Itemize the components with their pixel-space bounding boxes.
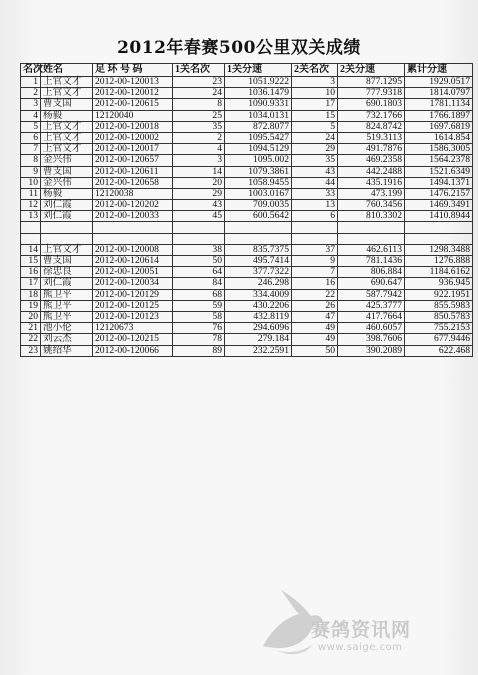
cell-stage1-rank: 29 bbox=[173, 188, 225, 199]
cell-stage1-rank: 58 bbox=[173, 311, 225, 322]
col-header-total-speed: 累计分速 bbox=[405, 64, 473, 77]
cell-stage2-rank: 22 bbox=[292, 289, 338, 300]
cell-stage2-rank: 10 bbox=[292, 88, 338, 99]
cell-total-speed: 922.1951 bbox=[405, 289, 473, 300]
cell-total-speed: 1476.2157 bbox=[405, 188, 473, 199]
cell-name: 杨毅 bbox=[41, 188, 93, 199]
cell-stage1-rank: 64 bbox=[173, 267, 225, 278]
cell-rank: 13 bbox=[21, 211, 41, 222]
cell-stage2-rank: 9 bbox=[292, 256, 338, 267]
cell-rank: 7 bbox=[21, 144, 41, 155]
cell-total-speed: 850.5783 bbox=[405, 311, 473, 322]
cell-ring-number bbox=[93, 233, 173, 244]
cell-stage1-rank: 78 bbox=[173, 334, 225, 345]
cell-rank: 5 bbox=[21, 121, 41, 132]
cell-stage1-rank: 43 bbox=[173, 200, 225, 211]
cell-name: 熊卫平 bbox=[41, 300, 93, 311]
cell-stage2-rank: 5 bbox=[292, 121, 338, 132]
cell-stage1-rank: 59 bbox=[173, 300, 225, 311]
cell-total-speed: 1766.1897 bbox=[405, 110, 473, 121]
cell-rank: 21 bbox=[21, 323, 41, 334]
cell-total-speed: 1614.854 bbox=[405, 132, 473, 143]
cell-ring-number: 2012-00-120017 bbox=[93, 144, 173, 155]
cell-name: 杨毅 bbox=[41, 110, 93, 121]
cell-total-speed bbox=[405, 222, 473, 233]
cell-ring-number: 12120040 bbox=[93, 110, 173, 121]
table-row bbox=[21, 300, 473, 311]
cell-ring-number: 2012-00-120615 bbox=[93, 99, 173, 110]
cell-total-speed: 1564.2378 bbox=[405, 155, 473, 166]
cell-stage1-rank: 76 bbox=[173, 323, 225, 334]
cell-rank: 9 bbox=[21, 166, 41, 177]
col-header-name: 姓名 bbox=[41, 64, 93, 77]
cell-ring-number: 12120673 bbox=[93, 323, 173, 334]
cell-stage1-speed: 1003.0167 bbox=[225, 188, 292, 199]
cell-stage2-rank: 37 bbox=[292, 244, 338, 255]
cell-stage1-rank: 50 bbox=[173, 256, 225, 267]
cell-stage2-speed bbox=[338, 233, 405, 244]
cell-name: 金兴伟 bbox=[41, 155, 93, 166]
cell-rank: 22 bbox=[21, 334, 41, 345]
cell-stage2-rank bbox=[292, 222, 338, 233]
cell-stage2-rank: 43 bbox=[292, 166, 338, 177]
cell-rank: 10 bbox=[21, 177, 41, 188]
table-row bbox=[21, 144, 473, 155]
cell-total-speed: 1521.6349 bbox=[405, 166, 473, 177]
table-row-blank bbox=[21, 233, 473, 244]
cell-ring-number: 2012-00-120657 bbox=[93, 155, 173, 166]
cell-stage1-speed: 432.8119 bbox=[225, 311, 292, 322]
cell-stage2-rank: 7 bbox=[292, 267, 338, 278]
cell-name: 熊卫平 bbox=[41, 289, 93, 300]
cell-rank: 15 bbox=[21, 256, 41, 267]
cell-rank bbox=[21, 222, 41, 233]
cell-stage1-speed: 835.7375 bbox=[225, 244, 292, 255]
table-row bbox=[21, 345, 473, 356]
cell-stage1-speed: 232.2591 bbox=[225, 345, 292, 356]
cell-rank bbox=[21, 233, 41, 244]
cell-rank: 2 bbox=[21, 88, 41, 99]
cell-stage1-speed: 294.6096 bbox=[225, 323, 292, 334]
cell-stage2-rank: 26 bbox=[292, 300, 338, 311]
cell-ring-number: 2012-00-120008 bbox=[93, 244, 173, 255]
col-header-stage1-speed: 1关分速 bbox=[225, 64, 292, 77]
col-header-stage1-rank: 1关名次 bbox=[173, 64, 225, 77]
cell-stage1-speed: 1079.3861 bbox=[225, 166, 292, 177]
cell-stage2-speed: 877.1295 bbox=[338, 77, 405, 88]
cell-stage1-speed: 1095.002 bbox=[225, 155, 292, 166]
cell-stage2-speed: 760.3456 bbox=[338, 200, 405, 211]
cell-stage2-speed: 390.2089 bbox=[338, 345, 405, 356]
table-header-row bbox=[21, 64, 473, 77]
cell-ring-number: 2012-00-120614 bbox=[93, 256, 173, 267]
cell-stage2-speed: 491.7876 bbox=[338, 144, 405, 155]
cell-stage1-rank: 20 bbox=[173, 177, 225, 188]
watermark-brand: 赛鸽资讯网 bbox=[311, 619, 412, 641]
cell-name: 刘仁霞 bbox=[41, 211, 93, 222]
cell-ring-number: 2012-00-120034 bbox=[93, 278, 173, 289]
cell-ring-number: 2012-00-120611 bbox=[93, 166, 173, 177]
table-row bbox=[21, 200, 473, 211]
cell-stage1-speed: 872.8077 bbox=[225, 121, 292, 132]
cell-rank: 19 bbox=[21, 300, 41, 311]
cell-total-speed: 1298.3488 bbox=[405, 244, 473, 255]
cell-name: 曹支国 bbox=[41, 166, 93, 177]
cell-stage1-speed: 1095.5427 bbox=[225, 132, 292, 143]
table-row bbox=[21, 278, 473, 289]
cell-stage1-rank: 89 bbox=[173, 345, 225, 356]
table-row bbox=[21, 188, 473, 199]
cell-stage1-speed: 709.0035 bbox=[225, 200, 292, 211]
table-row bbox=[21, 132, 473, 143]
cell-stage2-speed: 417.7664 bbox=[338, 311, 405, 322]
cell-rank: 18 bbox=[21, 289, 41, 300]
cell-rank: 6 bbox=[21, 132, 41, 143]
cell-name: 徐忠良 bbox=[41, 267, 93, 278]
table-row bbox=[21, 256, 473, 267]
cell-stage1-rank: 35 bbox=[173, 121, 225, 132]
table-row bbox=[21, 289, 473, 300]
cell-rank: 1 bbox=[21, 77, 41, 88]
cell-ring-number: 2012-00-120215 bbox=[93, 334, 173, 345]
cell-name: 刘仁霞 bbox=[41, 278, 93, 289]
table-row bbox=[21, 311, 473, 322]
cell-ring-number: 2012-00-120033 bbox=[93, 211, 173, 222]
cell-stage2-rank: 16 bbox=[292, 278, 338, 289]
table-row-blank bbox=[21, 222, 473, 233]
table-row bbox=[21, 110, 473, 121]
cell-name: 池小伦 bbox=[41, 323, 93, 334]
cell-stage1-rank: 84 bbox=[173, 278, 225, 289]
table-row bbox=[21, 267, 473, 278]
cell-name: 上官文才 bbox=[41, 77, 93, 88]
cell-total-speed: 755.2153 bbox=[405, 323, 473, 334]
cell-ring-number: 2012-00-120018 bbox=[93, 121, 173, 132]
cell-stage2-rank: 13 bbox=[292, 200, 338, 211]
cell-ring-number: 2012-00-120123 bbox=[93, 311, 173, 322]
results-table bbox=[20, 63, 473, 357]
cell-stage2-rank: 50 bbox=[292, 345, 338, 356]
cell-stage2-rank: 15 bbox=[292, 110, 338, 121]
page-title: 2012年春赛500公里双关成绩 bbox=[117, 38, 361, 58]
col-header-stage2-speed: 2关分速 bbox=[338, 64, 405, 77]
cell-ring-number bbox=[93, 222, 173, 233]
cell-stage1-rank: 4 bbox=[173, 144, 225, 155]
cell-ring-number: 2012-00-120066 bbox=[93, 345, 173, 356]
cell-rank: 17 bbox=[21, 278, 41, 289]
cell-name: 姚绍华 bbox=[41, 345, 93, 356]
cell-stage2-speed: 469.2358 bbox=[338, 155, 405, 166]
cell-stage2-rank: 35 bbox=[292, 155, 338, 166]
cell-total-speed: 1469.3491 bbox=[405, 200, 473, 211]
cell-name: 上官文才 bbox=[41, 88, 93, 99]
cell-stage1-speed: 1051.9222 bbox=[225, 77, 292, 88]
table-row bbox=[21, 155, 473, 166]
cell-stage2-speed: 398.7606 bbox=[338, 334, 405, 345]
cell-ring-number: 2012-00-120125 bbox=[93, 300, 173, 311]
cell-rank: 16 bbox=[21, 267, 41, 278]
cell-name: 上官文才 bbox=[41, 132, 93, 143]
cell-stage2-rank: 47 bbox=[292, 311, 338, 322]
cell-name bbox=[41, 233, 93, 244]
cell-total-speed: 1697.6819 bbox=[405, 121, 473, 132]
table-row bbox=[21, 99, 473, 110]
cell-total-speed: 1814.0797 bbox=[405, 88, 473, 99]
cell-stage2-speed: 425.3777 bbox=[338, 300, 405, 311]
cell-stage2-speed: 824.8742 bbox=[338, 121, 405, 132]
table-row bbox=[21, 323, 473, 334]
cell-stage1-speed: 1036.1479 bbox=[225, 88, 292, 99]
cell-stage1-speed bbox=[225, 233, 292, 244]
cell-stage2-speed bbox=[338, 222, 405, 233]
cell-rank: 4 bbox=[21, 110, 41, 121]
cell-stage2-speed: 777.9318 bbox=[338, 88, 405, 99]
cell-total-speed: 1276.888 bbox=[405, 256, 473, 267]
cell-stage1-rank: 45 bbox=[173, 211, 225, 222]
cell-stage1-speed: 430.2206 bbox=[225, 300, 292, 311]
cell-stage2-speed: 587.7942 bbox=[338, 289, 405, 300]
cell-stage2-rank: 17 bbox=[292, 99, 338, 110]
cell-name: 曹支国 bbox=[41, 99, 93, 110]
cell-stage2-speed: 460.6057 bbox=[338, 323, 405, 334]
cell-stage2-rank: 24 bbox=[292, 132, 338, 143]
cell-stage2-rank bbox=[292, 233, 338, 244]
cell-name: 金兴伟 bbox=[41, 177, 93, 188]
table-row bbox=[21, 121, 473, 132]
cell-stage2-speed: 435.1916 bbox=[338, 177, 405, 188]
cell-stage1-speed: 1090.9331 bbox=[225, 99, 292, 110]
cell-stage1-rank: 25 bbox=[173, 110, 225, 121]
cell-total-speed: 1184.6162 bbox=[405, 267, 473, 278]
cell-name: 上官文才 bbox=[41, 121, 93, 132]
cell-ring-number: 2012-00-120051 bbox=[93, 267, 173, 278]
cell-stage1-speed: 334.4009 bbox=[225, 289, 292, 300]
cell-stage1-rank: 2 bbox=[173, 132, 225, 143]
cell-stage1-rank bbox=[173, 222, 225, 233]
cell-stage1-speed bbox=[225, 222, 292, 233]
cell-stage1-speed: 246.298 bbox=[225, 278, 292, 289]
cell-stage2-rank: 33 bbox=[292, 188, 338, 199]
cell-name: 上官文才 bbox=[41, 244, 93, 255]
cell-total-speed bbox=[405, 233, 473, 244]
cell-stage1-rank: 14 bbox=[173, 166, 225, 177]
cell-name: 上官文才 bbox=[41, 144, 93, 155]
cell-stage2-speed: 810.3302 bbox=[338, 211, 405, 222]
col-header-rank: 名次 bbox=[21, 64, 41, 77]
cell-total-speed: 855.5983 bbox=[405, 300, 473, 311]
table-row bbox=[21, 211, 473, 222]
cell-stage1-rank bbox=[173, 233, 225, 244]
cell-rank: 8 bbox=[21, 155, 41, 166]
cell-stage2-speed: 473.199 bbox=[338, 188, 405, 199]
table-row bbox=[21, 177, 473, 188]
cell-stage2-speed: 732.1766 bbox=[338, 110, 405, 121]
cell-stage1-speed: 600.5642 bbox=[225, 211, 292, 222]
cell-rank: 20 bbox=[21, 311, 41, 322]
cell-ring-number: 2012-00-120012 bbox=[93, 88, 173, 99]
cell-ring-number: 2012-00-120202 bbox=[93, 200, 173, 211]
table-row bbox=[21, 244, 473, 255]
cell-total-speed: 1494.1371 bbox=[405, 177, 473, 188]
cell-stage1-speed: 1058.9455 bbox=[225, 177, 292, 188]
cell-name: 熊卫平 bbox=[41, 311, 93, 322]
cell-stage1-rank: 23 bbox=[173, 77, 225, 88]
cell-stage1-speed: 1034.0131 bbox=[225, 110, 292, 121]
cell-stage2-rank: 29 bbox=[292, 144, 338, 155]
cell-stage2-rank: 49 bbox=[292, 334, 338, 345]
cell-rank: 3 bbox=[21, 99, 41, 110]
cell-total-speed: 1929.0517 bbox=[405, 77, 473, 88]
cell-stage1-rank: 24 bbox=[173, 88, 225, 99]
cell-name: 曹支国 bbox=[41, 256, 93, 267]
cell-stage2-rank: 6 bbox=[292, 211, 338, 222]
cell-total-speed: 1410.8944 bbox=[405, 211, 473, 222]
cell-stage2-rank: 44 bbox=[292, 177, 338, 188]
cell-rank: 23 bbox=[21, 345, 41, 356]
cell-ring-number: 2012-00-120013 bbox=[93, 77, 173, 88]
cell-name bbox=[41, 222, 93, 233]
cell-ring-number: 2012-00-120002 bbox=[93, 132, 173, 143]
cell-stage1-speed: 495.7414 bbox=[225, 256, 292, 267]
cell-stage1-rank: 8 bbox=[173, 99, 225, 110]
cell-ring-number: 12120038 bbox=[93, 188, 173, 199]
table-row bbox=[21, 88, 473, 99]
cell-stage2-speed: 462.6113 bbox=[338, 244, 405, 255]
cell-total-speed: 622.468 bbox=[405, 345, 473, 356]
cell-ring-number: 2012-00-120129 bbox=[93, 289, 173, 300]
cell-stage2-rank: 49 bbox=[292, 323, 338, 334]
cell-stage1-speed: 1094.5129 bbox=[225, 144, 292, 155]
cell-rank: 11 bbox=[21, 188, 41, 199]
cell-stage2-speed: 690.1803 bbox=[338, 99, 405, 110]
cell-total-speed: 936.945 bbox=[405, 278, 473, 289]
col-header-ring: 足 环 号 码 bbox=[93, 64, 173, 77]
cell-stage1-rank: 68 bbox=[173, 289, 225, 300]
table-row bbox=[21, 77, 473, 88]
cell-stage2-speed: 690.647 bbox=[338, 278, 405, 289]
cell-stage2-speed: 442.2488 bbox=[338, 166, 405, 177]
cell-stage2-speed: 519.3113 bbox=[338, 132, 405, 143]
cell-total-speed: 1586.3005 bbox=[405, 144, 473, 155]
cell-name: 刘仁霞 bbox=[41, 200, 93, 211]
cell-rank: 12 bbox=[21, 200, 41, 211]
cell-stage1-speed: 377.7322 bbox=[225, 267, 292, 278]
cell-stage1-rank: 38 bbox=[173, 244, 225, 255]
cell-stage2-speed: 781.1436 bbox=[338, 256, 405, 267]
cell-stage1-speed: 279.184 bbox=[225, 334, 292, 345]
cell-stage1-rank: 3 bbox=[173, 155, 225, 166]
cell-stage2-rank: 3 bbox=[292, 77, 338, 88]
cell-name: 刘云杰 bbox=[41, 334, 93, 345]
cell-rank: 14 bbox=[21, 244, 41, 255]
watermark-url: www.saige.com bbox=[318, 642, 403, 653]
cell-ring-number: 2012-00-120658 bbox=[93, 177, 173, 188]
cell-stage2-speed: 806.884 bbox=[338, 267, 405, 278]
col-header-stage2-rank: 2关名次 bbox=[292, 64, 338, 77]
table-row bbox=[21, 334, 473, 345]
cell-total-speed: 1781.1134 bbox=[405, 99, 473, 110]
table-row bbox=[21, 166, 473, 177]
cell-total-speed: 677.9446 bbox=[405, 334, 473, 345]
